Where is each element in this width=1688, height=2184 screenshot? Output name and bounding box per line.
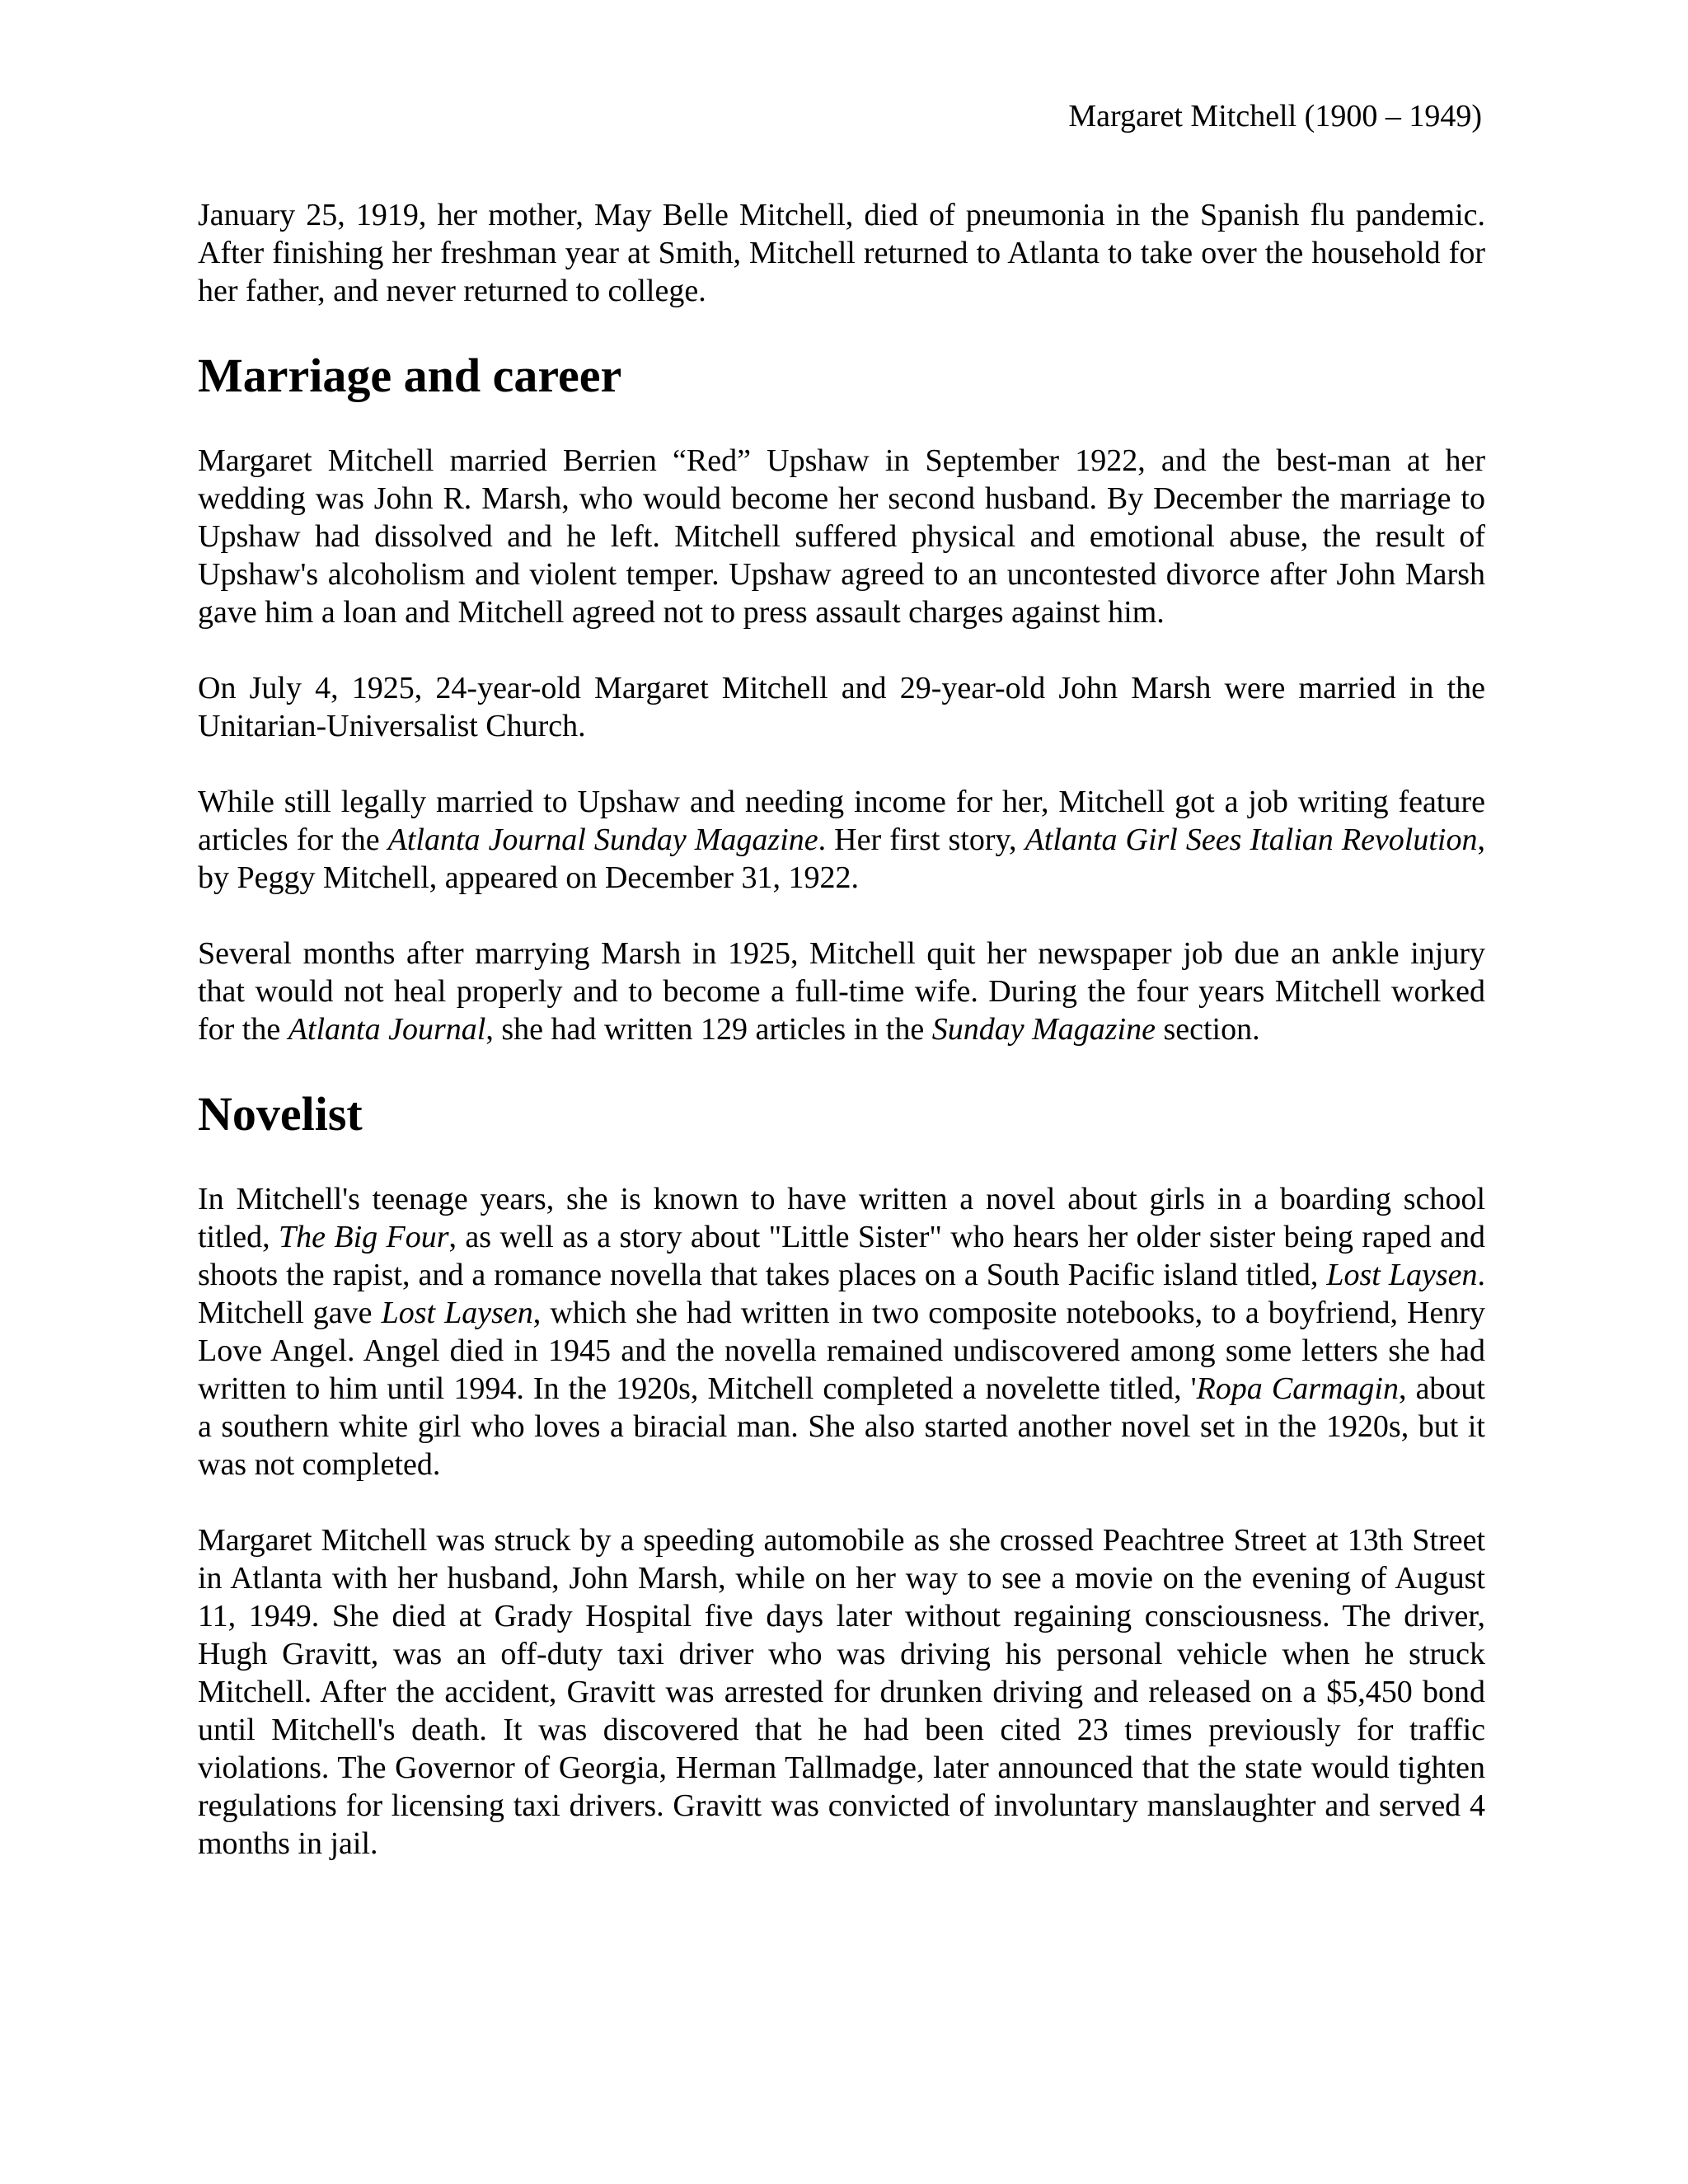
text-run: , as well as a story about "Little Sister" who hears her older sister being raped and shoots the rapist, and a romance novella that takes places on a South Pacific island titled, <box>198 1220 1485 1292</box>
text-run: , she had written 129 articles in the <box>485 1012 932 1047</box>
italic-title: Lost Laysen <box>1326 1258 1478 1292</box>
text-run: Several months after marrying Marsh in 1925, Mitchell quit her newspaper job due an ankle injury that would not heal properly and to become a full-time wife. During the four years Mitchell worked for the <box>198 936 1485 1047</box>
italic-title: Atlanta Girl Sees Italian Revolution <box>1025 823 1478 857</box>
text-run: . Her first story, <box>818 823 1025 857</box>
marriage-paragraph-1: Margaret Mitchell married Berrien “Red” Upshaw in September 1922, and the best-man at her wedding was John R. Marsh, who would become her second husband. By December the marriage to Upshaw had dissolved and he left. Mitchell suffered physical and emotional abuse, the result of Upshaw's alcoholism and violent temper. Upshaw agreed to an uncontested divorce after John Marsh gave him a loan and Mitchell agreed not to press assault charges against him. <box>198 443 1485 630</box>
section-heading-novelist: Novelist <box>198 1087 363 1141</box>
text-run: In Mitchell's teenage years, she is known to have written a novel about girls in a boarding school titled, <box>198 1182 1485 1254</box>
text-run: While still legally married to Upshaw and needing income for her, Mitchell got a job writing feature articles for the <box>198 785 1485 857</box>
marriage-paragraph-3 <box>198 783 1485 897</box>
intro-paragraph: January 25, 1919, her mother, May Belle Mitchell, died of pneumonia in the Spanish flu pandemic. After finishing her freshman year at Smith, Mitchell returned to Atlanta to take over the household for her father, and never returned to college. <box>198 198 1485 308</box>
text-run: , which she had written in two composite notebooks, to a boyfriend, Henry Love Angel. Angel died in 1945 and the novella remained undiscovered among some letters she had written to him until 1994. In the 1920s, Mitchell completed a novelette titled, ' <box>198 1296 1485 1406</box>
text-run: section. <box>1155 1012 1260 1047</box>
italic-title: Sunday Magazine <box>931 1012 1156 1047</box>
italic-title: Lost Laysen <box>381 1296 533 1330</box>
italic-title: Ropa Carmagin <box>1196 1371 1399 1406</box>
section-heading-marriage: Marriage and career <box>198 349 622 402</box>
marriage-paragraph-4 <box>198 935 1485 1048</box>
text-run: . Mitchell gave <box>198 1258 1485 1330</box>
italic-title: The Big Four <box>278 1220 449 1254</box>
italic-title: Atlanta Journal <box>288 1012 486 1047</box>
italic-title: Atlanta Journal Sunday Magazine <box>387 823 818 857</box>
text-run: , by Peggy Mitchell, appeared on December 31, 1922. <box>198 823 1485 895</box>
marriage-paragraph-2: On July 4, 1925, 24-year-old Margaret Mitchell and 29-year-old John Marsh were married in the Unitarian-Universalist Church. <box>198 671 1485 743</box>
novelist-paragraph-2: Margaret Mitchell was struck by a speeding automobile as she crossed Peachtree Street at 13th Street in Atlanta with her husband, John Marsh, while on her way to see a movie on the evening of August 11, 1949. She died at Grady Hospital five days later without regaining consciousness. The driver, Hugh Gravitt, was an off-duty taxi driver who was driving his personal vehicle when he struck Mitchell. After the accident, Gravitt was arrested for drunken driving and released on a $5,450 bond until Mitchell's death. It was discovered that he had been cited 23 times previously for traffic violations. The Governor of Georgia, Herman Tallmadge, later announced that the state would tighten regulations for licensing taxi drivers. Gravitt was convicted of involuntary manslaughter and served 4 months in jail. <box>198 1523 1485 1861</box>
novelist-paragraph-1 <box>198 1180 1485 1483</box>
page-content <box>198 196 1485 1900</box>
text-run: , about a southern white girl who loves a biracial man. She also started another novel set in the 1920s, but it was not completed. <box>198 1371 1485 1482</box>
running-header: Margaret Mitchell (1900 – 1949) <box>1068 99 1482 134</box>
